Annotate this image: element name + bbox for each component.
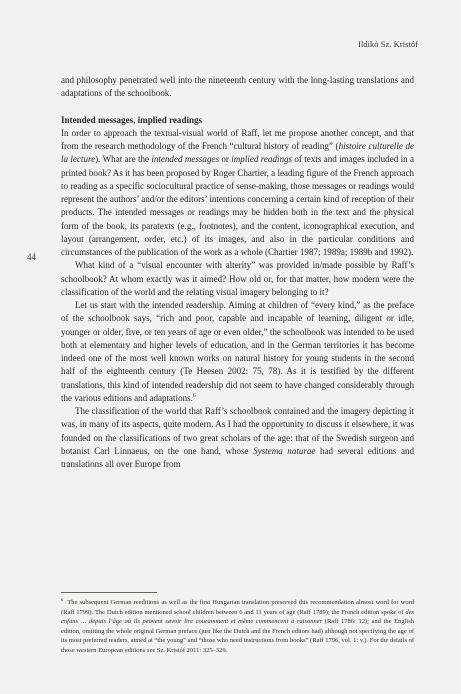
page-number: 44 bbox=[27, 252, 36, 262]
footnote-divider bbox=[61, 592, 157, 593]
paragraph-intended-messages: In order to approach the textual-visual world of Raff, let me propose another concept, and that from the research methodology of the French “cultural history of reading” (histoire culturelle de la lecture). What are the intended messages or implied readings of texts and images included in a printed book? As it has been proposed by Roger Chartier, a leading figure of the French approach to reading as a specific sociocultural practice of sense-making, those messages or readings would represent the authors’ and/or the editors’ intentions concerning a certain kind of reception of their products. The intended messages or readings may be hidden both in the text and the physical form of the book, its paratexts (e.g., footnotes), and the content, iconographical execution, and layout (arrangement, order, etc.) of its images, and also in the particular conditions and circumstances of the publication of the work as a whole (Chartier 1987; 1989a; 1989b and 1992). bbox=[61, 127, 415, 257]
paragraph-classification: The classification of the world that Raff’s schoolbook contained and the imagery depicting it was, in many of its aspects, quite modern. As I had the opportunity to discuss it elsewhere, it was founded on the classifications of two great scholars of the age: that of the Swedish surgeon and botanist Carl Linnaeus, on the one hand, whose Systema naturae had several editions and translations all over Europe from bbox=[61, 406, 415, 469]
running-header-author: Ildikó Sz. Kristóf bbox=[358, 39, 418, 49]
section-heading: Intended messages, implied readings bbox=[61, 114, 203, 125]
paragraph-intro: and philosophy penetrated well into the nineteenth century with the long-lasting translations and adaptations of the schoolbook. bbox=[61, 75, 414, 99]
footnote-reference: 6 bbox=[192, 392, 196, 399]
paragraph-visual-encounter: What kind of a “visual encounter with alterity” was provided in/made possible by Raff’s schoolbook? At whom exactly was it aimed? How old or, for that matter, how modern were the classification of the world and the relating visual imagery belonging to it? bbox=[61, 260, 414, 297]
footnote-marker: 6 bbox=[61, 596, 64, 602]
main-text-block bbox=[61, 74, 414, 471]
footnote: $^6$ The subsequent German reeditions as well as the first Hungarian translation preserved this recommendation almost word for word (Raff 1799). The Dutch edition mentioned school children between 6 and 11 years of age (Raff 1789); the French edition spoke of des enfans … depuis l’âge où ils peuvent savoir lire couramment et même commencent à raisonner (Raff 1786: 12); and the English edition, omitting the whole original German preface (just like the Dutch and the French editors had) although not specifying the age of its most preferred readers, aimed at “the young” and “those who need instructions from books” (Raff 1796, vol. 1: v.). For the details of those western European editions see Sz. Kristóf 2011: 325–329. bbox=[61, 596, 414, 654]
paragraph-intended-readership: Let us start with the intended readership. Aiming at children of “every kind,” as the preface of the schoolbook says, “rich and poor, capable and incapable of learning, diligent or idle, younger or older, five, or ten years of age or even older,” the schoolbook was intended to be used both at elementary and higher levels of education, and in the German territories it has become indeed one of the most well known works on natural history for young students in the second half of the eighteenth century (Te Heesen 2002: 75, 78). As it is testified by the different translations, this kind of intended readership did not seem to have changed considerably through the various editions and adaptations.$^6$ bbox=[61, 300, 414, 403]
